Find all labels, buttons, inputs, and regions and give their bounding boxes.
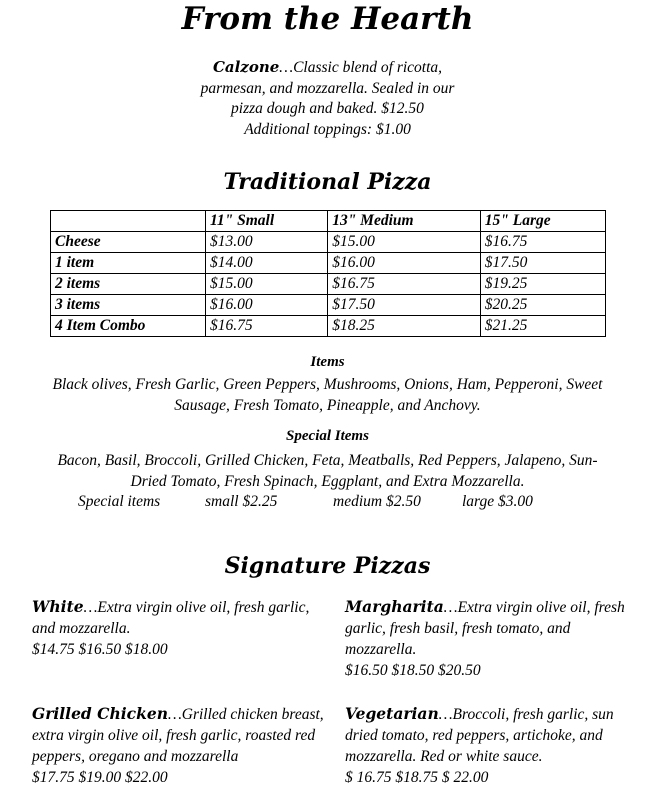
special-price-large: large $3.00: [462, 493, 533, 510]
table-header-cell: 11" Small: [206, 211, 328, 232]
price-cell: $17.50: [328, 295, 481, 316]
special-price-small: small $2.25: [205, 493, 278, 510]
table-row: [51, 274, 606, 295]
special-items-title: Special Items: [286, 428, 369, 444]
price-cell: $16.00: [206, 295, 328, 316]
table-header-cell: 13" Medium: [328, 211, 481, 232]
table-row: [51, 316, 606, 337]
pizza-name: Margharita: [345, 597, 444, 616]
price-cell: $20.25: [480, 295, 605, 316]
traditional-pizza-table: [50, 210, 606, 337]
special-items-label: Special items: [78, 493, 161, 510]
price-cell: $18.25: [328, 316, 481, 337]
signature-pizza-grilled-chicken: Grilled Chicken…Grilled chicken breast, extra virgin olive oil, fresh garlic, roasted red peppers, oregano and mozzarella $17.75 $19.00 $22.00: [32, 703, 337, 788]
calzone-line-1: Classic blend of ricotta,: [293, 59, 443, 76]
pizza-name: Vegetarian: [345, 704, 439, 723]
table-row: [51, 253, 606, 274]
items-title: Items: [310, 354, 345, 370]
table-row: [51, 232, 606, 253]
price-cell: $17.50: [480, 253, 605, 274]
price-cell: $14.00: [206, 253, 328, 274]
calzone-name: Calzone: [212, 58, 280, 76]
pizza-name: Grilled Chicken: [32, 704, 168, 723]
table-header-cell: [51, 211, 206, 232]
price-cell: $16.75: [206, 316, 328, 337]
signature-pizza-margharita: Margharita…Extra virgin olive oil, fresh garlic, fresh basil, fresh tomato, and mozzarella. $16.50 $18.50 $20.50: [345, 596, 645, 681]
row-label: 3 items: [51, 295, 206, 316]
special-items-line-1: Bacon, Basil, Broccoli, Grilled Chicken, Feta, Meatballs, Red Peppers, Jalapeno, Sun-: [57, 452, 598, 469]
row-label: 4 Item Combo: [51, 316, 206, 337]
price-cell: $15.00: [206, 274, 328, 295]
price-cell: $16.75: [480, 232, 605, 253]
page-title: From the Hearth: [181, 1, 474, 37]
items-line-1: Black olives, Fresh Garlic, Green Peppers, Mushrooms, Onions, Ham, Pepperoni, Sweet: [52, 376, 603, 393]
special-items-list: [10, 450, 645, 492]
signature-pizza-vegetarian: Vegetarian…Broccoli, fresh garlic, sun dried tomato, red peppers, artichoke, and mozzarella. Red or white sauce. $ 16.75 $18.75 $ 22.00: [345, 703, 645, 788]
pizza-prices: $14.75 $16.50 $18.00: [32, 641, 168, 658]
calzone-line-4: Additional toppings: $1.00: [244, 120, 411, 138]
calzone-line-3: pizza dough and baked. $12.50: [231, 100, 424, 117]
pizza-prices: $ 16.75 $18.75 $ 22.00: [345, 769, 489, 786]
pizza-prices: $17.75 $19.00 $22.00: [32, 769, 168, 786]
price-cell: $16.00: [328, 253, 481, 274]
row-label: 2 items: [51, 274, 206, 295]
items-line-2: Sausage, Fresh Tomato, Pineapple, and Anchovy.: [174, 397, 481, 414]
items-list: [10, 374, 645, 416]
signature-pizza-white: White…Extra virgin olive oil, fresh garlic, and mozzarella. $14.75 $16.50 $18.00: [32, 596, 332, 660]
price-cell: $16.75: [328, 274, 481, 295]
price-cell: $13.00: [206, 232, 328, 253]
row-label: 1 item: [51, 253, 206, 274]
special-items-line-2: Dried Tomato, Fresh Spinach, Eggplant, and Extra Mozzarella.: [130, 473, 525, 490]
price-cell: $15.00: [328, 232, 481, 253]
table-header-cell: 15" Large: [480, 211, 605, 232]
traditional-pizza-title: Traditional Pizza: [223, 169, 432, 195]
pizza-prices: $16.50 $18.50 $20.50: [345, 662, 481, 679]
price-cell: $21.25: [480, 316, 605, 337]
pizza-name: White: [32, 597, 84, 616]
special-price-medium: medium $2.50: [333, 493, 421, 510]
signature-pizzas-title: Signature Pizzas: [224, 553, 431, 579]
row-label: Cheese: [51, 232, 206, 253]
table-header-row: [51, 211, 606, 232]
calzone-description: Calzone…Classic blend of ricotta, parmesan, and mozzarella. Sealed in our pizza dough and baked. $12.50 Additional toppings: $1.00: [160, 57, 495, 140]
calzone-line-2: parmesan, and mozzarella. Sealed in our: [200, 79, 455, 97]
table-row: [51, 295, 606, 316]
price-cell: $19.25: [480, 274, 605, 295]
